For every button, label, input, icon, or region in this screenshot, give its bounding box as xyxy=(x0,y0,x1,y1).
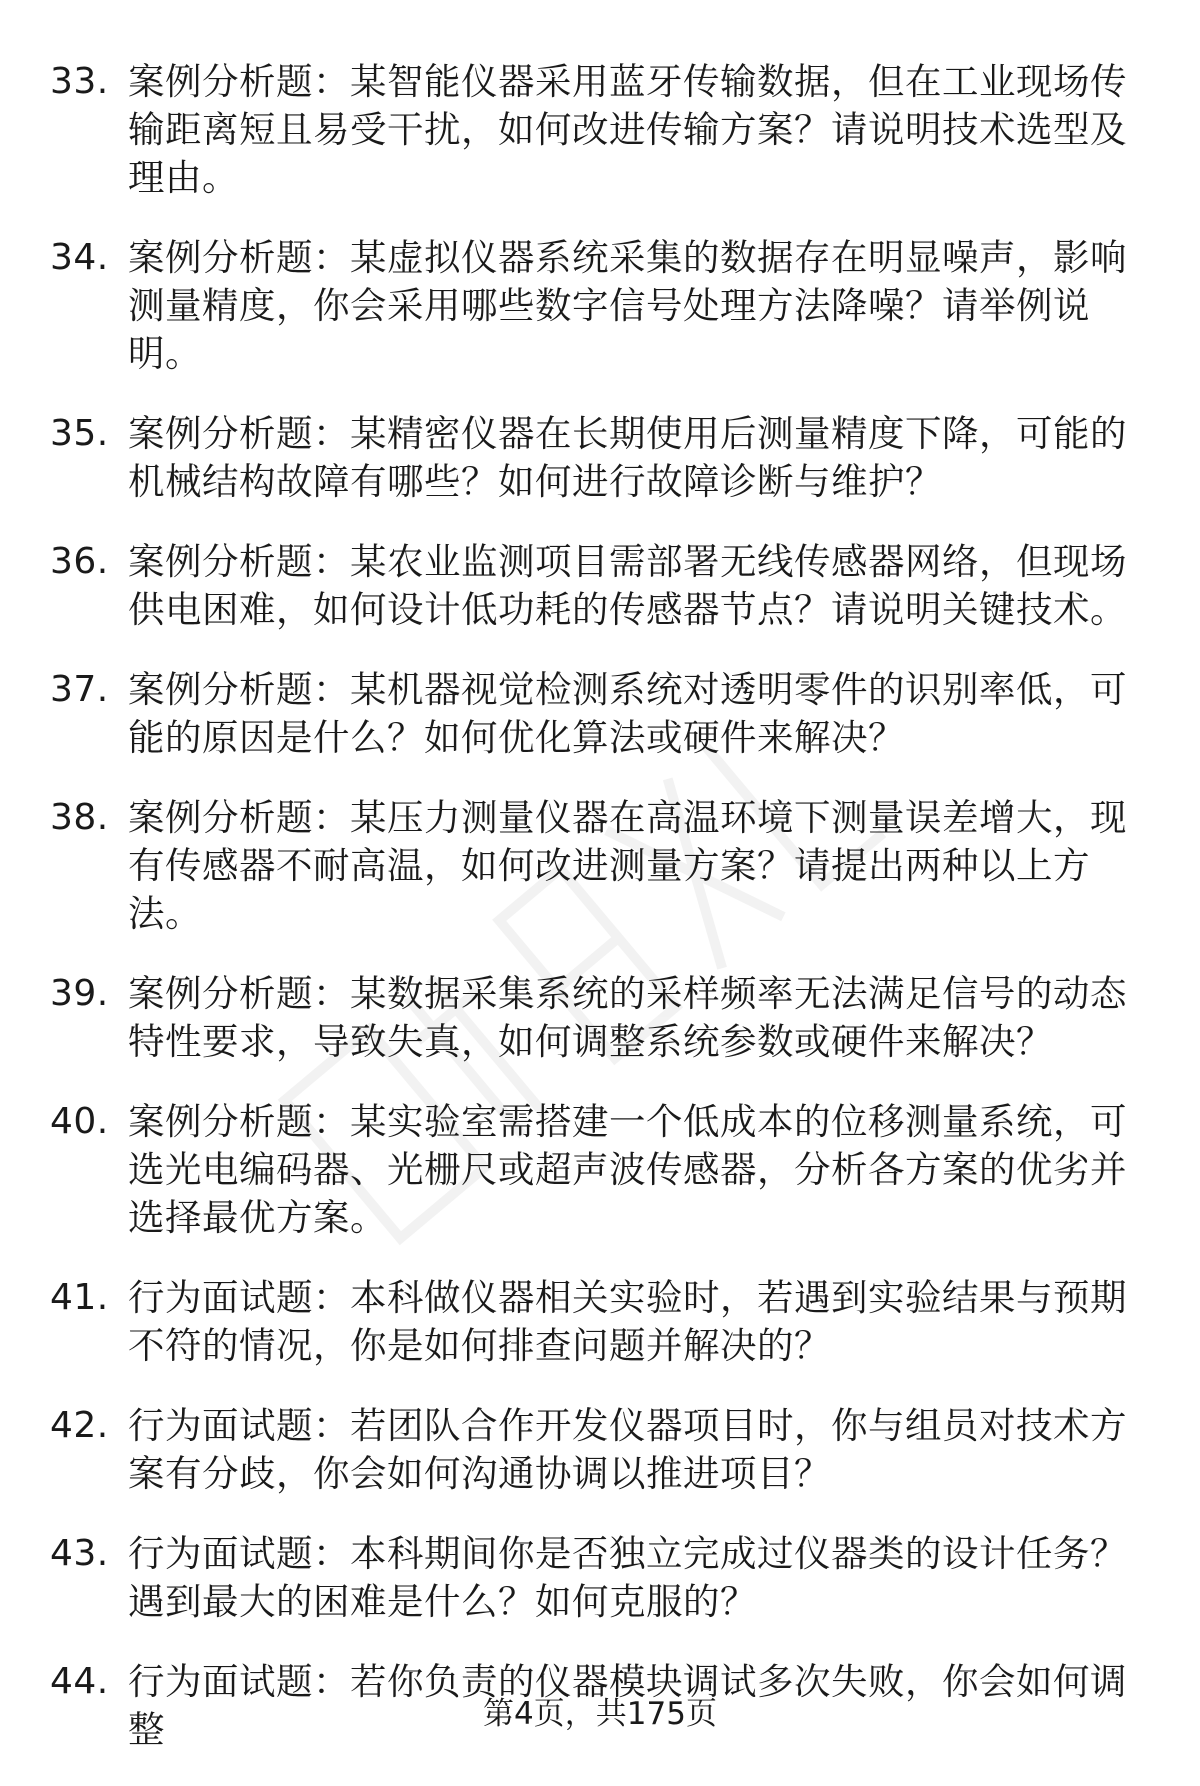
question-number: 37. xyxy=(50,669,109,710)
question-number: 38. xyxy=(50,797,109,838)
question-item xyxy=(0,234,1200,378)
question-item xyxy=(0,666,1200,762)
question-text: 案例分析题：某压力测量仪器在高温环境下测量误差增大，现有传感器不耐高温，如何改进测量方案？请提出两种以上方法。 xyxy=(128,796,1127,935)
question-item xyxy=(0,58,1200,202)
question-text: 行为面试题：本科期间你是否独立完成过仪器类的设计任务？遇到最大的困难是什么？如何克服的？ xyxy=(128,1532,1127,1623)
question-text: 案例分析题：某虚拟仪器系统采集的数据存在明显噪声，影响测量精度，你会采用哪些数字信号处理方法降噪？请举例说明。 xyxy=(128,236,1127,375)
question-number: 34. xyxy=(50,237,109,278)
question-item xyxy=(0,970,1200,1066)
question-number: 44. xyxy=(50,1661,109,1702)
question-number: 33. xyxy=(50,61,109,102)
question-text: 案例分析题：某精密仪器在长期使用后测量精度下降，可能的机械结构故障有哪些？如何进行故障诊断与维护？ xyxy=(128,412,1127,503)
question-text: 案例分析题：某机器视觉检测系统对透明零件的识别率低，可能的原因是什么？如何优化算法或硬件来解决？ xyxy=(128,668,1127,759)
question-item xyxy=(0,1530,1200,1626)
page-footer: 第4页，共175页 xyxy=(483,1696,717,1732)
question-item xyxy=(0,794,1200,938)
question-list xyxy=(0,58,1200,1786)
question-item xyxy=(0,1274,1200,1370)
question-number: 40. xyxy=(50,1101,109,1142)
question-text: 案例分析题：某实验室需搭建一个低成本的位移测量系统，可选光电编码器、光栅尺或超声波传感器，分析各方案的优劣并选择最优方案。 xyxy=(128,1100,1127,1239)
question-number: 43. xyxy=(50,1533,109,1574)
question-text: 案例分析题：某智能仪器采用蓝牙传输数据，但在工业现场传输距离短且易受干扰，如何改进传输方案？请说明技术选型及理由。 xyxy=(128,60,1127,199)
question-text: 行为面试题：若你负责的仪器模块调试多次失败，你会如何调整 xyxy=(128,1660,1127,1751)
question-item xyxy=(0,538,1200,634)
question-number: 35. xyxy=(50,413,109,454)
question-item xyxy=(0,1098,1200,1242)
question-number: 41. xyxy=(50,1277,109,1318)
question-number: 39. xyxy=(50,973,109,1014)
question-item xyxy=(0,410,1200,506)
question-text: 案例分析题：某农业监测项目需部署无线传感器网络，但现场供电困难，如何设计低功耗的传感器节点？请说明关键技术。 xyxy=(128,540,1127,631)
question-text: 行为面试题：本科做仪器相关实验时，若遇到实验结果与预期不符的情况，你是如何排查问题并解决的？ xyxy=(128,1276,1127,1367)
question-number: 36. xyxy=(50,541,109,582)
question-text: 行为面试题：若团队合作开发仪器项目时，你与组员对技术方案有分歧，你会如何沟通协调以推进项目？ xyxy=(128,1404,1127,1495)
question-item xyxy=(0,1402,1200,1498)
question-text: 案例分析题：某数据采集系统的采样频率无法满足信号的动态特性要求，导致失真，如何调整系统参数或硬件来解决？ xyxy=(128,972,1127,1063)
question-number: 42. xyxy=(50,1405,109,1446)
